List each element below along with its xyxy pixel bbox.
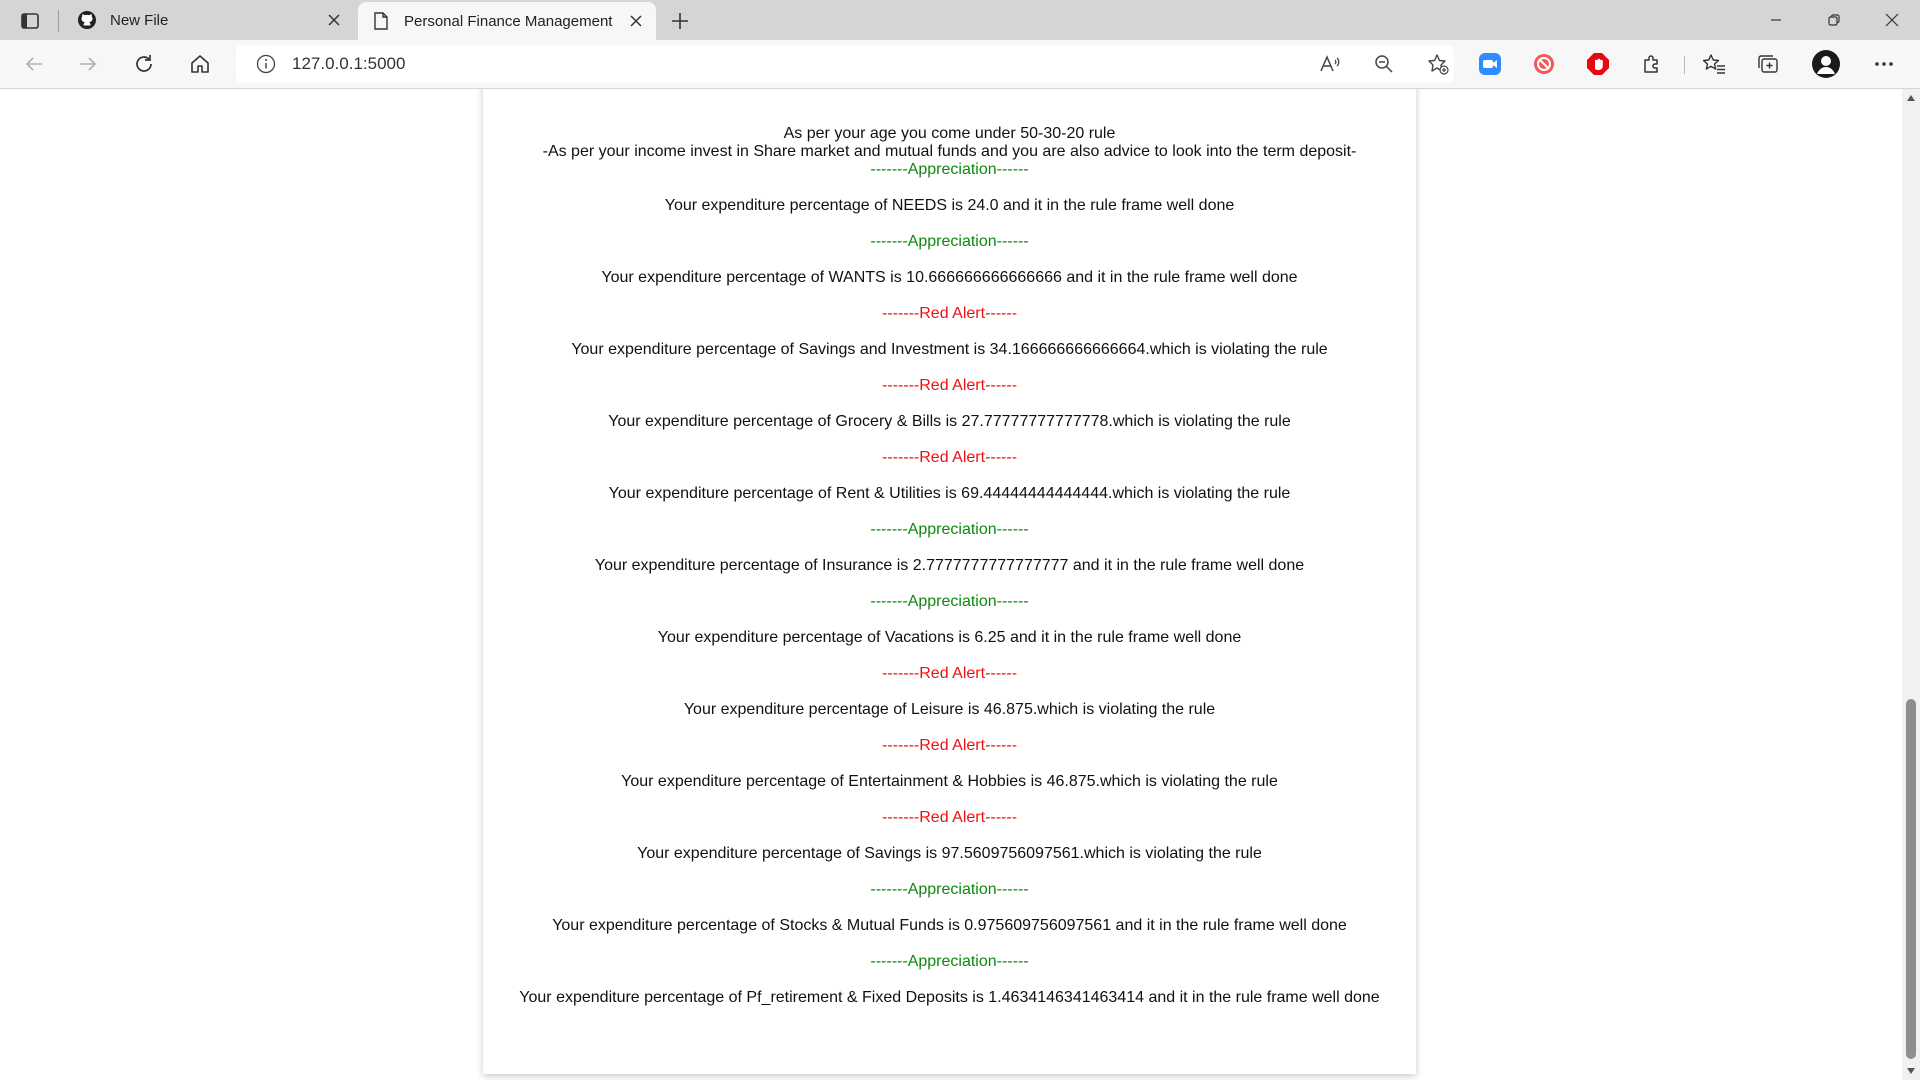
restore-icon (1828, 14, 1840, 26)
expenditure-message: Your expenditure percentage of WANTS is 10.666666666666666 and it in the rule frame well done (601, 269, 1298, 286)
tab-actions-menu-button[interactable] (12, 6, 48, 36)
zoom-out-icon[interactable] (1368, 48, 1400, 80)
url-text[interactable]: 127.0.0.1:5000 (292, 54, 406, 73)
favorite-add-icon[interactable] (1422, 48, 1454, 80)
appreciation-heading: -------Appreciation------ (870, 881, 1029, 898)
expenditure-message: Your expenditure percentage of Leisure is 46.875.which is violating the rule (683, 701, 1216, 718)
tab-new-file[interactable] (64, 0, 354, 40)
red-alert-heading: -------Red Alert------ (881, 737, 1018, 754)
red-alert-heading: -------Red Alert------ (881, 305, 1018, 322)
appreciation-heading: -------Appreciation------ (870, 233, 1029, 250)
tab-strip (0, 0, 1920, 40)
scroll-up-arrow-icon[interactable] (1906, 93, 1916, 103)
forward-button[interactable] (70, 48, 106, 80)
results-list (483, 161, 1416, 1007)
page-icon (370, 10, 392, 32)
appreciation-heading: -------Appreciation------ (870, 953, 1029, 970)
vertical-scrollbar[interactable] (1902, 89, 1920, 1080)
home-icon (189, 53, 211, 75)
red-alert-heading: -------Red Alert------ (881, 665, 1018, 682)
expenditure-message: Your expenditure percentage of NEEDS is 24.0 and it in the rule frame well done (664, 197, 1235, 214)
red-alert-heading: -------Red Alert------ (881, 809, 1018, 826)
close-icon (1885, 13, 1899, 27)
refresh-button[interactable] (126, 48, 162, 80)
close-icon (630, 15, 642, 27)
restore-button[interactable] (1806, 0, 1862, 40)
info-icon[interactable] (254, 52, 278, 76)
address-bar[interactable] (236, 45, 1454, 83)
expenditure-message: Your expenditure percentage of Insurance is 2.7777777777777777 and it in the rule frame well done (594, 557, 1305, 574)
home-button[interactable] (182, 48, 218, 80)
appreciation-heading: -------Appreciation------ (870, 161, 1029, 178)
page-viewport (0, 89, 1902, 1080)
profile-icon[interactable] (1810, 48, 1842, 80)
minimize-icon (1770, 14, 1782, 26)
toolbar-divider (1684, 56, 1685, 74)
forward-icon (78, 54, 98, 74)
zoom-extension-icon[interactable] (1474, 48, 1506, 80)
adblock-extension-icon[interactable] (1582, 48, 1614, 80)
refresh-icon (133, 53, 155, 75)
red-alert-heading: -------Red Alert------ (881, 377, 1018, 394)
tab-close-button[interactable] (320, 6, 348, 34)
scrollbar-thumb[interactable] (1906, 699, 1916, 1059)
appreciation-heading: -------Appreciation------ (870, 593, 1029, 610)
close-window-button[interactable] (1864, 0, 1920, 40)
browser-toolbar (0, 40, 1920, 89)
new-tab-button[interactable] (664, 5, 696, 37)
results-card (483, 89, 1416, 1074)
expenditure-message: Your expenditure percentage of Rent & Utilities is 69.44444444444444.which is violating the rule (608, 485, 1291, 502)
expenditure-message: Your expenditure percentage of Pf_retirement & Fixed Deposits is 1.4634146341463414 and it in the rule frame well done (519, 989, 1380, 1006)
read-aloud-icon[interactable] (1314, 48, 1346, 80)
rule-intro-text: As per your age you come under 50-30-20 rule (783, 125, 1116, 142)
tab-actions-icon (21, 13, 39, 29)
tab-close-button[interactable] (622, 7, 650, 35)
results-content (483, 125, 1416, 1025)
grammar-extension-icon[interactable] (1528, 48, 1560, 80)
collections-icon[interactable] (1752, 48, 1784, 80)
tab-title: New File (110, 11, 169, 29)
expenditure-message: Your expenditure percentage of Vacations is 6.25 and it in the rule frame well done (657, 629, 1242, 646)
github-icon (76, 9, 98, 31)
expenditure-message: Your expenditure percentage of Entertainment & Hobbies is 46.875.which is violating the rule (621, 773, 1278, 790)
scroll-down-arrow-icon[interactable] (1906, 1066, 1916, 1076)
appreciation-heading: -------Appreciation------ (870, 521, 1029, 538)
expenditure-message: Your expenditure percentage of Stocks & Mutual Funds is 0.975609756097561 and it in the rule frame well done (552, 917, 1347, 934)
expenditure-message: Your expenditure percentage of Savings and Investment is 34.166666666666664.which is violating the rule (571, 341, 1328, 358)
back-icon (24, 54, 44, 74)
back-button[interactable] (16, 48, 52, 80)
minimize-button[interactable] (1748, 0, 1804, 40)
more-menu-button[interactable] (1868, 48, 1900, 80)
tab-personal-finance[interactable] (358, 2, 656, 40)
favorites-icon[interactable] (1698, 48, 1730, 80)
more-icon (1874, 61, 1894, 67)
close-icon (328, 14, 340, 26)
extensions-puzzle-icon[interactable] (1636, 48, 1668, 80)
advice-text: -As per your income invest in Share market and mutual funds and you are also advice to look into the term deposit- (542, 143, 1357, 160)
red-alert-heading: -------Red Alert------ (881, 449, 1018, 466)
tab-separator (58, 10, 59, 32)
tab-title: Personal Finance Management (404, 12, 613, 30)
plus-icon (671, 12, 689, 30)
expenditure-message: Your expenditure percentage of Savings is 97.5609756097561.which is violating the rule (637, 845, 1262, 862)
expenditure-message: Your expenditure percentage of Grocery & Bills is 27.77777777777778.which is violating the rule (608, 413, 1291, 430)
